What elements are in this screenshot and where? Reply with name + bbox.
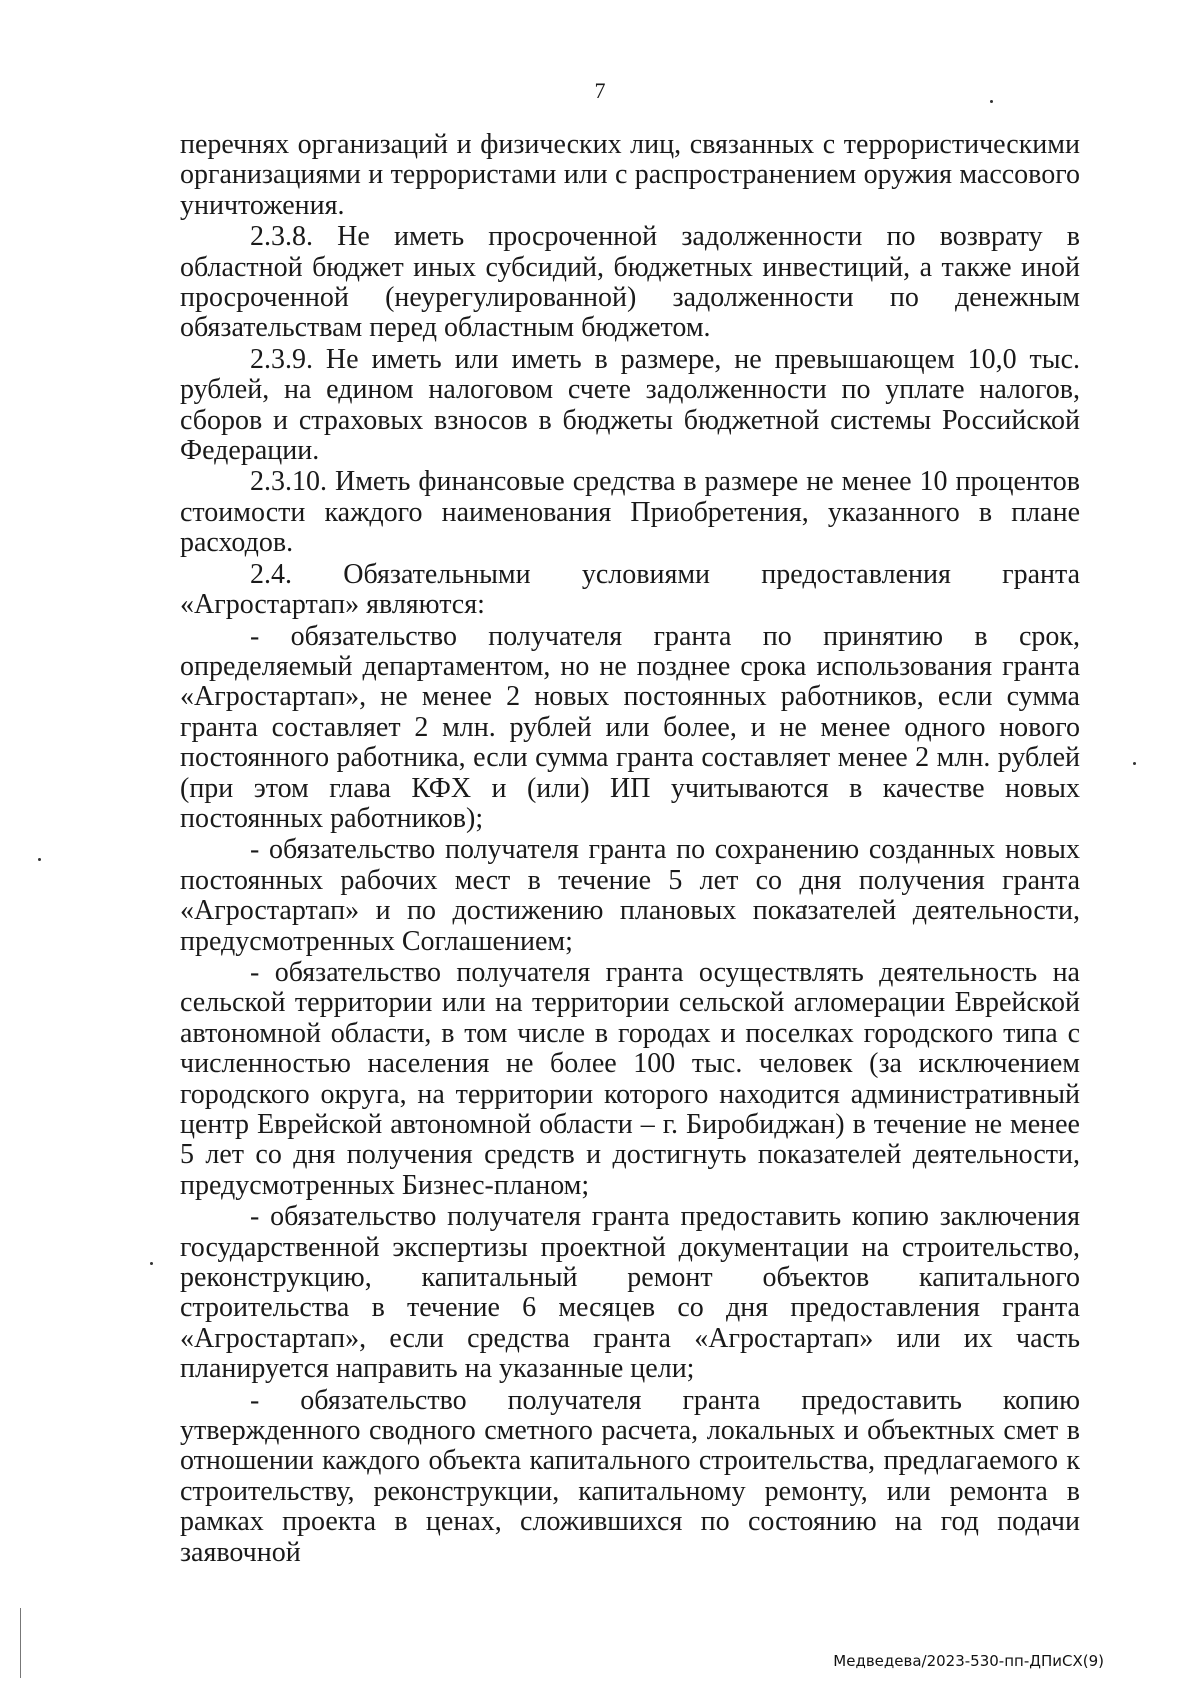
paragraph-2-3-8: 2.3.8. Не иметь просроченной задолженности по возврату в областной бюджет иных субсидий, бюджетных инвестиций, а также иной просроченной (неурегулированной) задолженности по денежным обязательствам перед областным бюджетом. <box>180 221 1080 344</box>
condition-item-rural-territory: - обязательство получателя гранта осуществлять деятельность на сельской территории или на территории сельской агломерации Еврейской автономной области, в том числе в городах и поселках городского типа с численностью населения не более 100 тыс. человек (за исключением городского округа, на территории которого находится административный центр Еврейской автономной области – г. Биробиджан) в течение не менее 5 лет со дня получения средств и достигнуть показателей деятельности, предусмотренных Бизнес-планом; <box>180 956 1080 1201</box>
condition-item-estimate-copy: - обязательство получателя гранта предоставить копию утвержденного сводного сметного расчета, локальных и объектных смет в отношении каждого объекта капитального строительства, предлагаемого к строительству, реконструкции, капитальному ремонту, или ремонта в рамках проекта в ценах, сложившихся по состоянию на год подачи заявочной <box>180 1384 1080 1568</box>
scan-edge-line <box>20 1608 21 1678</box>
paragraph-2-4: 2.4. Обязательными условиями предоставления гранта «Агростартап» являются: <box>180 558 1080 621</box>
paragraph-2-3-9: 2.3.9. Не иметь или иметь в размере, не превышающем 10,0 тыс. рублей, на едином налоговом счете задолженности по уплате налогов, сборов и страховых взносов в бюджеты бюджетной системы Российской Федерации. <box>180 343 1080 467</box>
condition-item-new-employees: - обязательство получателя гранта по принятию в срок, определяемый департаментом, но не позднее срока использования гранта «Агростартап», не менее 2 новых постоянных работников, если сумма гранта составляет 2 млн. рублей или более, и не менее одного нового постоянного работника, если сумма гранта составляет менее 2 млн. рублей (при этом глава КФХ и (или) ИП учитываются в качестве новых постоянных работников); <box>180 620 1080 834</box>
scan-speck <box>38 858 41 861</box>
scan-speck <box>990 100 993 103</box>
scan-speck <box>1133 762 1136 765</box>
condition-item-expertise-copy: - обязательство получателя гранта предоставить копию заключения государственной экспертизы проектной документации на строительство, реконструкцию, капитальный ремонт объектов капитального строительства в течение 6 месяцев со дня предоставления гранта «Агростартап», если средства гранта «Агростартап» или их часть планируется направить на указанные цели; <box>180 1201 1080 1385</box>
footer-document-code: Медведева/2023-530-пп-ДПиСХ(9) <box>833 1652 1104 1670</box>
document-body <box>180 130 1080 1568</box>
paragraph-continuation: перечнях организаций и физических лиц, связанных с террористическими организациями и террористами или с распространением оружия массового уничтожения. <box>180 129 1080 221</box>
page-number: 7 <box>594 78 606 103</box>
paragraph-2-3-10: 2.3.10. Иметь финансовые средства в размере не менее 10 процентов стоимости каждого наименования Приобретения, указанного в плане расходов. <box>180 466 1080 559</box>
condition-item-keep-jobs: - обязательство получателя гранта по сохранению созданных новых постоянных рабочих мест в течение 5 лет со дня получения гранта «Агростартап» и по достижению плановых показателей деятельности, предусмотренных Соглашением; <box>180 834 1080 957</box>
scan-speck <box>150 1262 153 1265</box>
